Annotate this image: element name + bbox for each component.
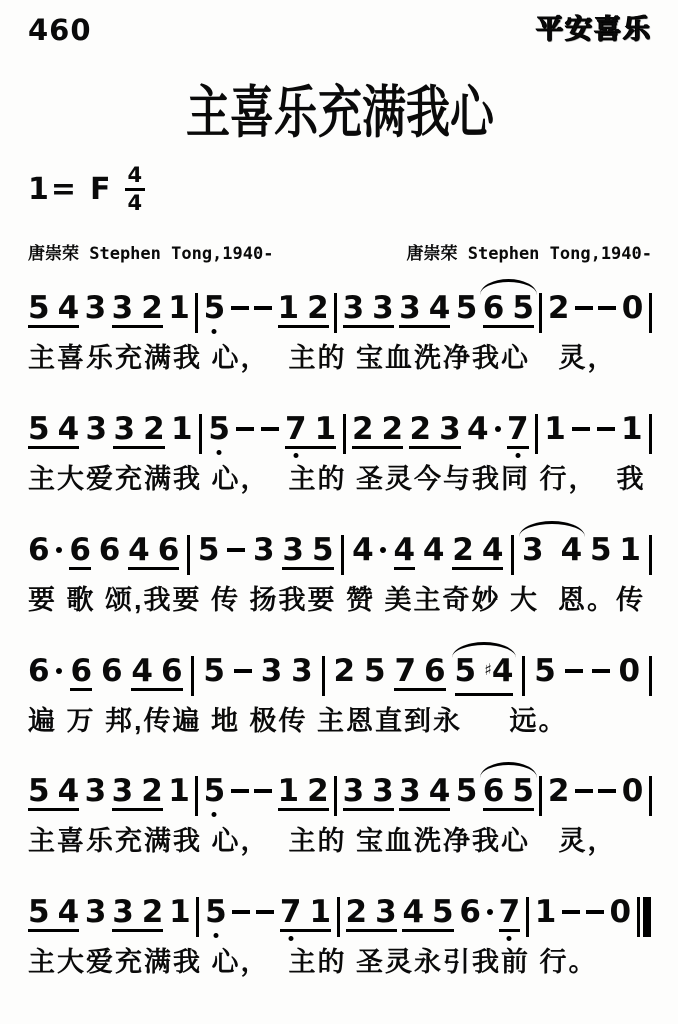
- dash-note: [227, 548, 245, 552]
- note: 5: [203, 652, 225, 689]
- note: 4: [428, 290, 451, 327]
- octave-dot: [212, 812, 217, 817]
- note: 7: [285, 416, 307, 442]
- duration-dot: [380, 547, 386, 553]
- note-group: [351, 411, 404, 449]
- barline: [322, 656, 325, 696]
- note-group: [285, 411, 337, 449]
- barline: [343, 414, 346, 454]
- note-group: [459, 894, 493, 931]
- music-system-2: [28, 399, 652, 497]
- barline: [522, 656, 525, 696]
- note-group: [399, 290, 451, 328]
- octave-dot: [507, 936, 512, 941]
- note-group: [597, 416, 615, 431]
- music-system-1: [28, 278, 652, 376]
- note: 4: [128, 531, 150, 568]
- lyrics-line: 遍 万 邦,传遍 地 极传 主恩直到永 远。: [28, 705, 568, 736]
- note: 3: [282, 531, 304, 568]
- note: 4: [422, 531, 445, 568]
- note: 2: [141, 773, 163, 810]
- note-group: [592, 658, 610, 673]
- barline: [337, 897, 340, 937]
- barline: [196, 897, 199, 937]
- note-group: [231, 778, 249, 793]
- note-group: [277, 290, 329, 328]
- dash-note: [562, 910, 580, 914]
- note-group: [28, 773, 80, 811]
- note-group: [534, 894, 557, 931]
- note-group: [534, 652, 556, 689]
- note-group: [277, 773, 329, 811]
- note-group: [112, 894, 164, 932]
- note: 5: [454, 652, 477, 689]
- note: 4: [481, 531, 504, 568]
- note: 2: [547, 290, 570, 327]
- note: 3: [342, 773, 365, 810]
- note-group: [28, 411, 80, 449]
- barline: [187, 535, 190, 575]
- note: 6: [482, 773, 505, 810]
- note-group: [254, 778, 272, 793]
- lyrics-line: 主喜乐充满我 心， 主的 宝血洗净我心 灵，: [28, 826, 617, 857]
- note: 5: [28, 411, 50, 448]
- note: 1: [309, 894, 332, 931]
- note: 5: [28, 773, 50, 810]
- barline: [341, 535, 344, 575]
- hymn-number: 460: [28, 13, 92, 47]
- note: 4: [402, 894, 425, 931]
- note-group: [586, 899, 604, 914]
- note: ♯4: [484, 652, 514, 689]
- note-group: [113, 411, 165, 449]
- barline: [539, 776, 542, 816]
- note: 5: [534, 652, 556, 689]
- note: 2: [409, 411, 432, 448]
- final-barline: [637, 897, 640, 937]
- note-group: [168, 290, 190, 327]
- note-group: [111, 290, 163, 328]
- note: 6: [100, 652, 123, 689]
- note: 7: [499, 899, 521, 925]
- duration-dot: [487, 909, 493, 915]
- note: 6: [482, 290, 505, 327]
- note: 3: [522, 531, 544, 568]
- note: 4: [131, 652, 153, 689]
- barline: [535, 414, 538, 454]
- note: 1: [534, 894, 557, 931]
- note-group: [261, 416, 279, 431]
- note-group: [28, 894, 80, 932]
- note-group: [393, 531, 416, 570]
- duration-dot: [56, 547, 62, 553]
- dash-note: [598, 789, 616, 793]
- notation-line: [28, 278, 652, 333]
- note: 5: [204, 778, 226, 804]
- note: 6: [160, 652, 183, 689]
- note-group: [342, 773, 394, 811]
- note-group: [565, 658, 583, 673]
- composer-credits: [28, 244, 652, 264]
- note-group: [128, 531, 180, 570]
- note: 1: [621, 411, 643, 448]
- rest-note: 0: [618, 652, 641, 689]
- note-group: [621, 411, 643, 448]
- rest-note: 0: [621, 290, 644, 327]
- note: 5: [512, 773, 534, 810]
- note: 3: [85, 411, 108, 448]
- note: 3: [111, 290, 134, 327]
- rest-note: 0: [609, 894, 632, 931]
- note: 5: [197, 531, 220, 568]
- category-label: 平安喜乐: [536, 14, 652, 44]
- lyrics-line: 主大爱充满我 心， 主的 圣灵永引我前 行。: [28, 947, 598, 978]
- note: 7: [507, 416, 529, 442]
- note-group: [84, 894, 107, 931]
- note-group: [171, 411, 193, 448]
- meter-numerator: 4: [125, 165, 146, 191]
- music-system-6: [28, 882, 652, 980]
- octave-dot: [212, 329, 217, 334]
- duration-dot: [56, 668, 62, 674]
- note-group: [28, 531, 62, 568]
- rest-note: 0: [621, 773, 644, 810]
- note: 3: [439, 411, 461, 448]
- note: 6: [28, 652, 50, 689]
- note: 5: [590, 531, 612, 568]
- note-group: [345, 894, 397, 932]
- dash-note: [232, 910, 250, 914]
- notation-line: [28, 761, 652, 816]
- note: 2: [333, 652, 356, 689]
- music-system-4: [28, 641, 652, 739]
- octave-dot: [293, 453, 298, 458]
- note-group: [498, 894, 521, 932]
- time-signature: [125, 165, 146, 214]
- notation-line: [28, 641, 652, 696]
- music-system-3: [28, 520, 652, 618]
- note: 4: [428, 773, 451, 810]
- note-group: [609, 894, 632, 931]
- dash-note: [254, 789, 272, 793]
- note-group: [394, 652, 446, 691]
- note: 1: [277, 773, 300, 810]
- dash-note: [256, 910, 274, 914]
- notation-line: [28, 882, 652, 937]
- note-group: [28, 652, 62, 689]
- note: 2: [351, 411, 374, 448]
- note: 1: [168, 290, 190, 327]
- dash-note: [598, 306, 616, 310]
- note: 5: [364, 652, 386, 689]
- note-group: [342, 290, 394, 328]
- note-group: [84, 290, 107, 327]
- note-group: [333, 652, 356, 689]
- note-group: [482, 773, 534, 811]
- note-group: [131, 652, 183, 691]
- credit-right: 唐崇荣 Stephen Tong,1940-: [406, 244, 652, 264]
- barline: [334, 293, 337, 333]
- note: 7: [394, 652, 417, 689]
- note-group: [282, 531, 334, 570]
- note: 5: [455, 773, 478, 810]
- note: 4: [57, 290, 80, 327]
- note: 3: [111, 773, 134, 810]
- dash-note: [261, 427, 279, 431]
- note-group: [203, 290, 226, 327]
- note: 2: [452, 531, 474, 568]
- note: 3: [113, 411, 136, 448]
- note: 3: [84, 290, 107, 327]
- dash-note: [236, 427, 254, 431]
- note: 2: [141, 290, 163, 327]
- dash-note: [231, 306, 249, 310]
- dash-note: [234, 669, 252, 673]
- note-group: [234, 658, 252, 673]
- dash-note: [231, 789, 249, 793]
- hymn-title: 主喜乐充满我心: [186, 81, 494, 145]
- dash-note: [254, 306, 272, 310]
- note-group: [256, 899, 274, 914]
- credit-left: 唐崇荣 Stephen Tong,1940-: [28, 244, 274, 264]
- note-group: [352, 531, 386, 568]
- dash-note: [575, 306, 593, 310]
- note-group: [197, 531, 220, 568]
- barline: [511, 535, 514, 575]
- barline: [649, 414, 652, 454]
- note: 4: [57, 411, 80, 448]
- note-group: [28, 290, 80, 328]
- note-group: [69, 531, 91, 570]
- note: 3: [112, 894, 134, 931]
- barline: [526, 897, 529, 937]
- note: 3: [84, 894, 107, 931]
- note-group: [70, 652, 93, 691]
- note: 3: [253, 531, 275, 568]
- notation-line: [28, 520, 652, 575]
- note: 4: [57, 894, 80, 931]
- note-group: [409, 411, 461, 449]
- note-group: [84, 773, 107, 810]
- barline: [334, 776, 337, 816]
- note: 5: [512, 290, 534, 327]
- note-group: [522, 531, 583, 568]
- note-group: [455, 290, 478, 327]
- note: 3: [399, 290, 421, 327]
- note-group: [544, 411, 566, 448]
- note: 6: [157, 531, 180, 568]
- note: 2: [345, 894, 368, 931]
- note: 2: [307, 290, 329, 327]
- note-group: [364, 652, 386, 689]
- note-group: [399, 773, 451, 811]
- note: 6: [98, 531, 121, 568]
- note: 3: [291, 652, 313, 689]
- note: 5: [455, 290, 478, 327]
- note: 1: [619, 531, 641, 568]
- note-group: [598, 295, 616, 310]
- note: 5: [28, 894, 50, 931]
- note: 2: [547, 773, 570, 810]
- octave-dot: [288, 936, 293, 941]
- barline: [199, 414, 202, 454]
- dash-note: [586, 910, 604, 914]
- dash-note: [597, 427, 615, 431]
- lyrics-line: 主大爱充满我 心， 主的 圣灵今与我同 行， 我: [28, 464, 646, 495]
- note: 1: [314, 411, 337, 448]
- dash-note: [592, 669, 610, 673]
- barline: [649, 656, 652, 696]
- note: 3: [372, 773, 394, 810]
- note-group: [547, 290, 570, 327]
- note: 5: [312, 531, 334, 568]
- note: 5: [205, 899, 227, 925]
- note-group: [98, 531, 121, 568]
- note-group: [203, 773, 226, 810]
- note: 6: [70, 652, 93, 689]
- note-group: [618, 652, 641, 689]
- barline: [195, 776, 198, 816]
- note: 1: [544, 411, 566, 448]
- note-group: [231, 295, 249, 310]
- note-group: [598, 778, 616, 793]
- note: 1: [277, 290, 300, 327]
- note: 3: [399, 773, 421, 810]
- note-group: [562, 899, 580, 914]
- dash-note: [575, 789, 593, 793]
- note: 1: [169, 894, 191, 931]
- octave-dot: [515, 453, 520, 458]
- notation-line: [28, 399, 652, 454]
- note: 1: [168, 773, 190, 810]
- note-group: [455, 773, 478, 810]
- note: 2: [381, 411, 404, 448]
- note: 5: [208, 416, 230, 442]
- sharp-icon: ♯: [484, 659, 492, 679]
- barline: [539, 293, 542, 333]
- note: 7: [280, 899, 302, 925]
- note-group: [572, 416, 590, 431]
- note-group: [260, 652, 283, 689]
- note: 3: [375, 894, 397, 931]
- note: 5: [204, 295, 226, 321]
- barline: [191, 656, 194, 696]
- note: 4: [352, 531, 374, 568]
- note-group: [575, 778, 593, 793]
- note: 6: [424, 652, 446, 689]
- meter-denominator: 4: [127, 191, 143, 215]
- note: 3: [84, 773, 107, 810]
- note: 3: [260, 652, 283, 689]
- note: 4: [467, 411, 489, 448]
- music-system-5: [28, 761, 652, 859]
- note-group: [205, 894, 227, 931]
- barline: [649, 776, 652, 816]
- duration-dot: [495, 426, 501, 432]
- note: 2: [141, 894, 164, 931]
- note-group: [227, 537, 245, 552]
- octave-dot: [217, 450, 222, 455]
- note-group: [454, 652, 514, 696]
- lyrics-line: 要 歌 颂,我要 传 扬我要 赞 美主奇妙 大 恩。传: [28, 584, 646, 615]
- note: 6: [69, 531, 91, 568]
- note-group: [621, 773, 644, 810]
- note-group: [236, 416, 254, 431]
- note-group: [168, 773, 190, 810]
- barline: [649, 293, 652, 333]
- dash-note: [572, 427, 590, 431]
- note: 1: [171, 411, 193, 448]
- note: 3: [342, 290, 365, 327]
- note: 2: [307, 773, 329, 810]
- note-group: [422, 531, 445, 568]
- note: 4: [393, 531, 416, 568]
- dash-note: [565, 669, 583, 673]
- note-group: [253, 531, 275, 568]
- note-group: [100, 652, 123, 689]
- note: 3: [372, 290, 394, 327]
- note-group: [208, 411, 230, 448]
- note-group: [291, 652, 313, 689]
- lyrics-line: 主喜乐充满我 心， 主的 宝血洗净我心 灵，: [28, 343, 617, 374]
- note-group: [619, 531, 641, 568]
- note-group: [85, 411, 108, 448]
- note: 2: [143, 411, 165, 448]
- note-group: [203, 652, 225, 689]
- note: 5: [432, 894, 454, 931]
- page-header: [28, 13, 652, 47]
- note: 6: [459, 894, 481, 931]
- note-group: [482, 290, 534, 328]
- barline: [195, 293, 198, 333]
- note: 5: [28, 290, 50, 327]
- note-group: [254, 295, 272, 310]
- note: 4: [560, 531, 583, 568]
- note-group: [575, 295, 593, 310]
- note-group: [402, 894, 454, 932]
- note: 6: [28, 531, 50, 568]
- note-group: [169, 894, 191, 931]
- note-group: [590, 531, 612, 568]
- key-note: F: [90, 171, 111, 207]
- note-group: [452, 531, 504, 570]
- barline: [649, 535, 652, 575]
- note-group: [279, 894, 332, 932]
- note: 4: [57, 773, 80, 810]
- note-group: [467, 411, 501, 448]
- note-group: [547, 773, 570, 810]
- key-signature: [28, 165, 652, 214]
- note-group: [232, 899, 250, 914]
- note-group: [506, 411, 529, 449]
- note-group: [111, 773, 163, 811]
- octave-dot: [213, 933, 218, 938]
- key-prefix: 1=: [28, 171, 79, 207]
- note-group: [621, 290, 644, 327]
